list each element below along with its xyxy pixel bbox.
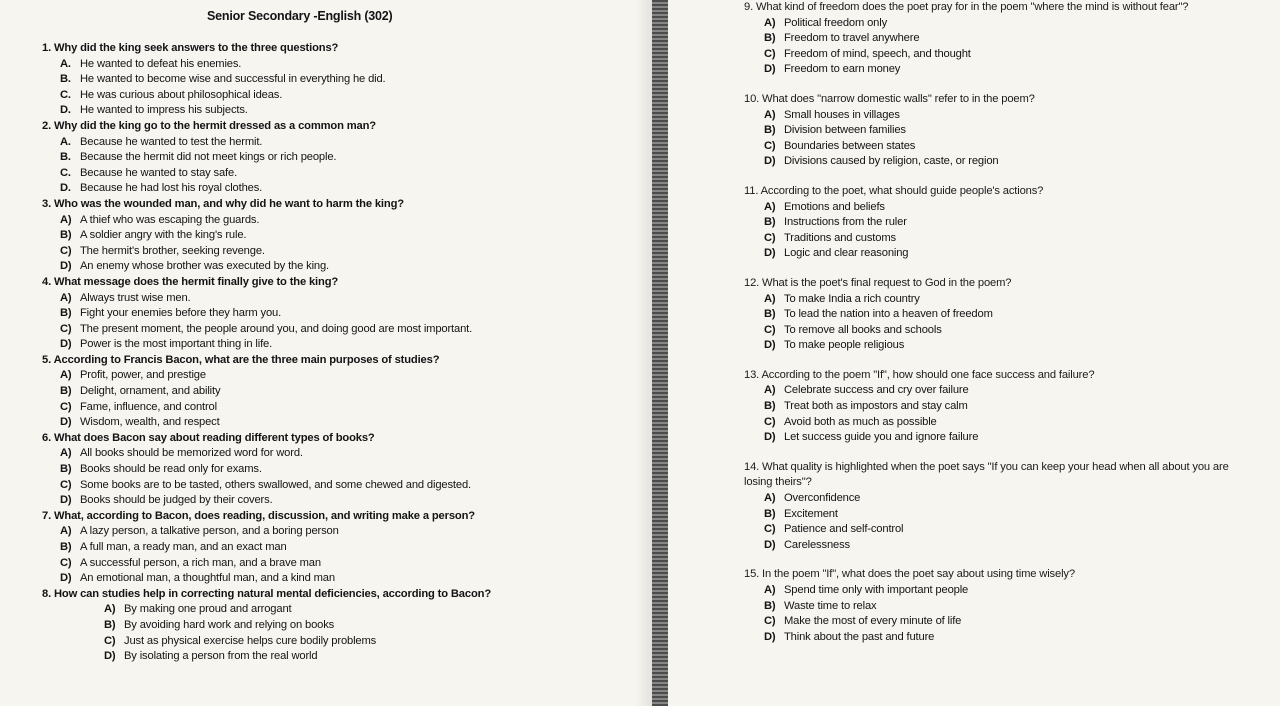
option-letter: B) — [764, 400, 776, 413]
option-letter: C) — [764, 139, 776, 152]
answer-option — [42, 368, 642, 384]
answer-option — [42, 446, 642, 462]
answer-option — [744, 599, 1274, 615]
option-text: He wanted to impress his subjects. — [80, 104, 248, 117]
option-letter: B) — [60, 307, 72, 320]
option-letter: D) — [764, 155, 776, 168]
answer-option — [744, 307, 1274, 323]
option-letter: B) — [764, 507, 776, 520]
answer-option — [42, 72, 642, 88]
option-text: Always trust wise men. — [80, 291, 191, 304]
answer-option — [744, 538, 1274, 554]
option-letter: D. — [60, 182, 71, 195]
answer-option — [42, 57, 642, 73]
question-text: 4. What message does the hermit finally give to the king? — [42, 275, 339, 288]
question-text: 10. What does "narrow domestic walls" refer to in the poem? — [744, 92, 1035, 105]
option-text: Spend time only with important people — [784, 584, 969, 596]
option-text: He was curious about philosophical ideas. — [80, 88, 283, 101]
option-letter: A) — [764, 584, 776, 596]
option-letter: A) — [764, 292, 776, 305]
question-block — [42, 431, 642, 509]
option-letter: B) — [60, 229, 72, 242]
gutter-shadow-left — [636, 0, 652, 706]
answer-option — [744, 630, 1274, 646]
question-spacer — [744, 553, 1274, 567]
option-letter: A) — [60, 369, 72, 382]
answer-option — [42, 322, 642, 338]
answer-option — [744, 583, 1274, 599]
answer-option — [42, 181, 642, 197]
option-letter: A) — [764, 16, 776, 29]
answer-option — [42, 384, 642, 400]
answer-option — [744, 215, 1274, 231]
option-letter: B. — [60, 151, 71, 164]
option-letter: C. — [60, 88, 71, 101]
page-gutter — [652, 0, 668, 706]
option-text: By avoiding hard work and relying on books — [124, 618, 335, 631]
answer-option — [42, 306, 642, 322]
question-text: 5. According to Francis Bacon, what are the three main purposes of studies? — [42, 353, 440, 366]
option-text: Small houses in villages — [784, 108, 900, 121]
option-letter: C) — [60, 244, 72, 257]
option-letter: D) — [60, 338, 72, 351]
option-text: Instructions from the ruler — [784, 216, 907, 229]
answer-option — [42, 259, 642, 275]
answer-option — [42, 291, 642, 307]
option-letter: A) — [104, 603, 116, 616]
option-letter: B) — [764, 216, 776, 229]
question-spacer — [744, 354, 1274, 368]
answer-option — [744, 246, 1274, 262]
option-text: Treat both as impostors and stay calm — [784, 400, 968, 413]
option-text: Because he wanted to test the hermit. — [80, 135, 263, 148]
option-text: A lazy person, a talkative person, and a boring person — [80, 525, 339, 538]
answer-option — [744, 522, 1274, 538]
option-text: Fame, influence, and control — [80, 400, 217, 413]
answer-option — [744, 491, 1274, 507]
option-letter: A) — [60, 525, 72, 538]
option-text: To lead the nation into a heaven of freedom — [784, 308, 993, 321]
option-letter: D) — [764, 431, 776, 444]
answer-option — [42, 337, 642, 353]
question-block — [42, 509, 642, 587]
option-text: Celebrate success and cry over failure — [784, 384, 969, 397]
answer-option — [744, 383, 1274, 399]
option-text: By isolating a person from the real world — [124, 650, 318, 663]
answer-option — [42, 649, 642, 665]
answer-option — [744, 415, 1274, 431]
answer-option — [42, 213, 642, 229]
answer-option — [744, 62, 1274, 78]
answer-option — [744, 399, 1274, 415]
answer-option — [744, 16, 1274, 32]
question-block — [42, 197, 642, 275]
option-text: Because he had lost his royal clothes. — [80, 182, 263, 195]
option-text: A thief who was escaping the guards. — [80, 213, 260, 226]
option-text: The present moment, the people around you, and doing good are most important. — [80, 322, 473, 335]
question-text: 1. Why did the king seek answers to the three questions? — [42, 42, 339, 54]
option-letter: C) — [104, 634, 116, 647]
answer-option — [42, 556, 642, 572]
page-title: Senior Secondary -English (302) — [207, 9, 393, 23]
option-letter: D) — [60, 260, 72, 273]
option-letter: D) — [764, 339, 776, 352]
answer-option — [42, 493, 642, 509]
answer-option — [744, 292, 1274, 308]
answer-option — [744, 430, 1274, 446]
option-text: Books should be read only for exams. — [80, 463, 262, 476]
question-text: 9. What kind of freedom does the poet pray for in the poem "where the mind is without fear"? — [744, 1, 1189, 13]
answer-option — [42, 166, 642, 182]
option-text: A successful person, a rich man, and a brave man — [80, 556, 321, 569]
option-text: An emotional man, a thoughtful man, and a kind man — [80, 572, 335, 585]
option-letter: D) — [104, 650, 116, 663]
option-letter: C) — [60, 400, 72, 413]
option-text: A full man, a ready man, and an exact man — [80, 541, 287, 553]
option-text: Because the hermit did not meet kings or rich people. — [80, 151, 337, 164]
question-block — [42, 119, 642, 197]
question-block — [744, 92, 1274, 170]
option-letter: C) — [764, 615, 776, 628]
option-text: Boundaries between states — [784, 139, 916, 152]
option-text: Fight your enemies before they harm you. — [80, 307, 282, 320]
option-letter: B) — [60, 385, 72, 398]
option-letter: B) — [764, 308, 776, 321]
answer-option — [744, 123, 1274, 139]
answer-option — [744, 139, 1274, 155]
question-text: 13. According to the poem "If", how should one face success and failure? — [744, 368, 1095, 381]
answer-option — [42, 135, 642, 151]
question-spacer — [744, 170, 1274, 184]
question-spacer — [744, 262, 1274, 276]
question-text: 2. Why did the king go to the hermit dressed as a common man? — [42, 119, 376, 132]
answer-option — [744, 231, 1274, 247]
option-text: Freedom to earn money — [784, 63, 901, 76]
question-text: 6. What does Bacon say about reading different types of books? — [42, 431, 375, 444]
option-letter: A) — [764, 384, 776, 397]
option-text: Freedom of mind, speech, and thought — [784, 47, 971, 60]
option-letter: D. — [60, 104, 71, 117]
option-letter: B. — [60, 73, 71, 86]
option-text: Excitement — [784, 507, 838, 520]
option-text: Divisions caused by religion, caste, or region — [784, 155, 999, 168]
option-text: Wisdom, wealth, and respect — [80, 416, 220, 429]
question-block — [42, 41, 642, 119]
option-text: Let success guide you and ignore failure — [784, 431, 979, 444]
option-letter: D) — [764, 630, 776, 643]
question-text: 11. According to the poet, what should guide people's actions? — [744, 184, 1044, 197]
answer-option — [42, 415, 642, 431]
answer-option — [42, 524, 642, 540]
option-letter: D) — [764, 538, 776, 551]
question-block — [744, 184, 1274, 262]
right-question-column — [744, 0, 1274, 645]
option-letter: A) — [764, 200, 776, 213]
answer-option — [42, 540, 642, 556]
option-text: To make India a rich country — [784, 292, 920, 305]
option-text: Because he wanted to stay safe. — [80, 166, 238, 179]
question-block — [744, 276, 1274, 354]
question-block — [42, 587, 642, 665]
question-text: 15. In the poem "If", what does the poet say about using time wisely? — [744, 568, 1075, 581]
option-text: Books should be judged by their covers. — [80, 494, 273, 507]
option-letter: C) — [764, 323, 776, 336]
answer-option — [42, 478, 642, 494]
option-text: Profit, power, and prestige — [80, 369, 206, 382]
option-letter: C) — [764, 47, 776, 60]
option-text: Patience and self-control — [784, 523, 904, 536]
option-letter: B) — [60, 541, 72, 553]
answer-option — [42, 228, 642, 244]
question-text-continued: losing theirs"? — [744, 476, 812, 489]
question-block — [744, 460, 1274, 554]
answer-option — [744, 154, 1274, 170]
option-letter: D) — [60, 572, 72, 585]
option-text: He wanted to become wise and successful in everything he did. — [80, 73, 386, 86]
answer-option — [744, 507, 1274, 523]
right-page — [668, 0, 1280, 706]
question-text: 7. What, according to Bacon, does reading, discussion, and writing make a person? — [42, 509, 475, 522]
option-text: A soldier angry with the king's rule. — [80, 229, 247, 242]
option-text: By making one proud and arrogant — [124, 603, 292, 616]
answer-option — [42, 618, 642, 634]
answer-option — [42, 602, 642, 618]
answer-option — [42, 244, 642, 260]
answer-option — [744, 323, 1274, 339]
question-text: 3. Who was the wounded man, and why did he want to harm the king? — [42, 197, 404, 210]
option-letter: B) — [104, 618, 116, 631]
option-letter: C) — [764, 523, 776, 536]
answer-option — [744, 338, 1274, 354]
option-letter: D) — [764, 63, 776, 76]
option-letter: D) — [764, 247, 776, 260]
answer-option — [42, 150, 642, 166]
option-letter: C) — [60, 322, 72, 335]
option-letter: A. — [60, 135, 71, 148]
question-block — [744, 0, 1274, 78]
option-text: Some books are to be tasted, others swallowed, and some chewed and digested. — [80, 478, 471, 491]
answer-option — [42, 103, 642, 119]
answer-option — [42, 571, 642, 587]
answer-option — [42, 634, 642, 650]
question-text: 8. How can studies help in correcting natural mental deficiencies, according to Bacon? — [42, 587, 492, 600]
answer-option — [744, 31, 1274, 47]
option-text: He wanted to defeat his enemies. — [80, 57, 242, 70]
answer-option — [744, 200, 1274, 216]
option-letter: C. — [60, 166, 71, 179]
option-letter: C) — [764, 231, 776, 244]
option-letter: B) — [764, 599, 776, 612]
option-text: Traditions and customs — [784, 231, 896, 244]
option-letter: A) — [60, 447, 72, 460]
answer-option — [42, 462, 642, 478]
question-text: 14. What quality is highlighted when the poet says "If you can keep your head when all about you are — [744, 460, 1229, 473]
option-text: Freedom to travel anywhere — [784, 32, 920, 45]
question-spacer — [744, 446, 1274, 460]
option-text: Make the most of every minute of life — [784, 615, 962, 628]
answer-option — [744, 614, 1274, 630]
question-block — [744, 368, 1274, 446]
option-text: Avoid both as much as possible — [784, 415, 937, 428]
option-text: Division between families — [784, 124, 906, 137]
option-text: Delight, ornament, and ability — [80, 385, 221, 398]
option-text: To remove all books and schools — [784, 323, 942, 336]
option-letter: A) — [764, 108, 776, 121]
question-spacer — [744, 78, 1274, 92]
option-text: Think about the past and future — [784, 630, 935, 643]
option-letter: A) — [60, 213, 72, 226]
option-text: Just as physical exercise helps cure bodily problems — [124, 634, 377, 647]
option-text: Emotions and beliefs — [784, 200, 885, 213]
option-text: Waste time to relax — [784, 599, 877, 612]
option-letter: B) — [60, 463, 72, 476]
answer-option — [42, 88, 642, 104]
question-text: 12. What is the poet's final request to God in the poem? — [744, 276, 1012, 289]
option-letter: C) — [60, 478, 72, 491]
option-letter: A) — [764, 492, 776, 505]
option-text: An enemy whose brother was executed by the king. — [80, 260, 330, 273]
option-text: To make people religious — [784, 339, 905, 352]
question-block — [744, 567, 1274, 645]
option-letter: B) — [764, 32, 776, 45]
answer-option — [744, 108, 1274, 124]
option-text: Carelessness — [784, 538, 850, 551]
option-letter: D) — [60, 416, 72, 429]
left-question-column — [42, 41, 642, 665]
option-letter: A) — [60, 291, 72, 304]
option-text: Political freedom only — [784, 16, 888, 29]
option-letter: D) — [60, 494, 72, 507]
option-text: Overconfidence — [784, 492, 861, 505]
question-block — [42, 275, 642, 353]
option-text: Power is the most important thing in life. — [80, 338, 273, 351]
answer-option — [42, 400, 642, 416]
option-text: The hermit's brother, seeking revenge. — [80, 244, 265, 257]
answer-option — [744, 47, 1274, 63]
question-block — [42, 353, 642, 431]
option-letter: B) — [764, 124, 776, 137]
option-letter: C) — [764, 415, 776, 428]
option-letter: C) — [60, 556, 72, 569]
option-letter: A. — [60, 57, 71, 70]
option-text: All books should be memorized word for word. — [80, 447, 303, 460]
option-text: Logic and clear reasoning — [784, 247, 909, 260]
